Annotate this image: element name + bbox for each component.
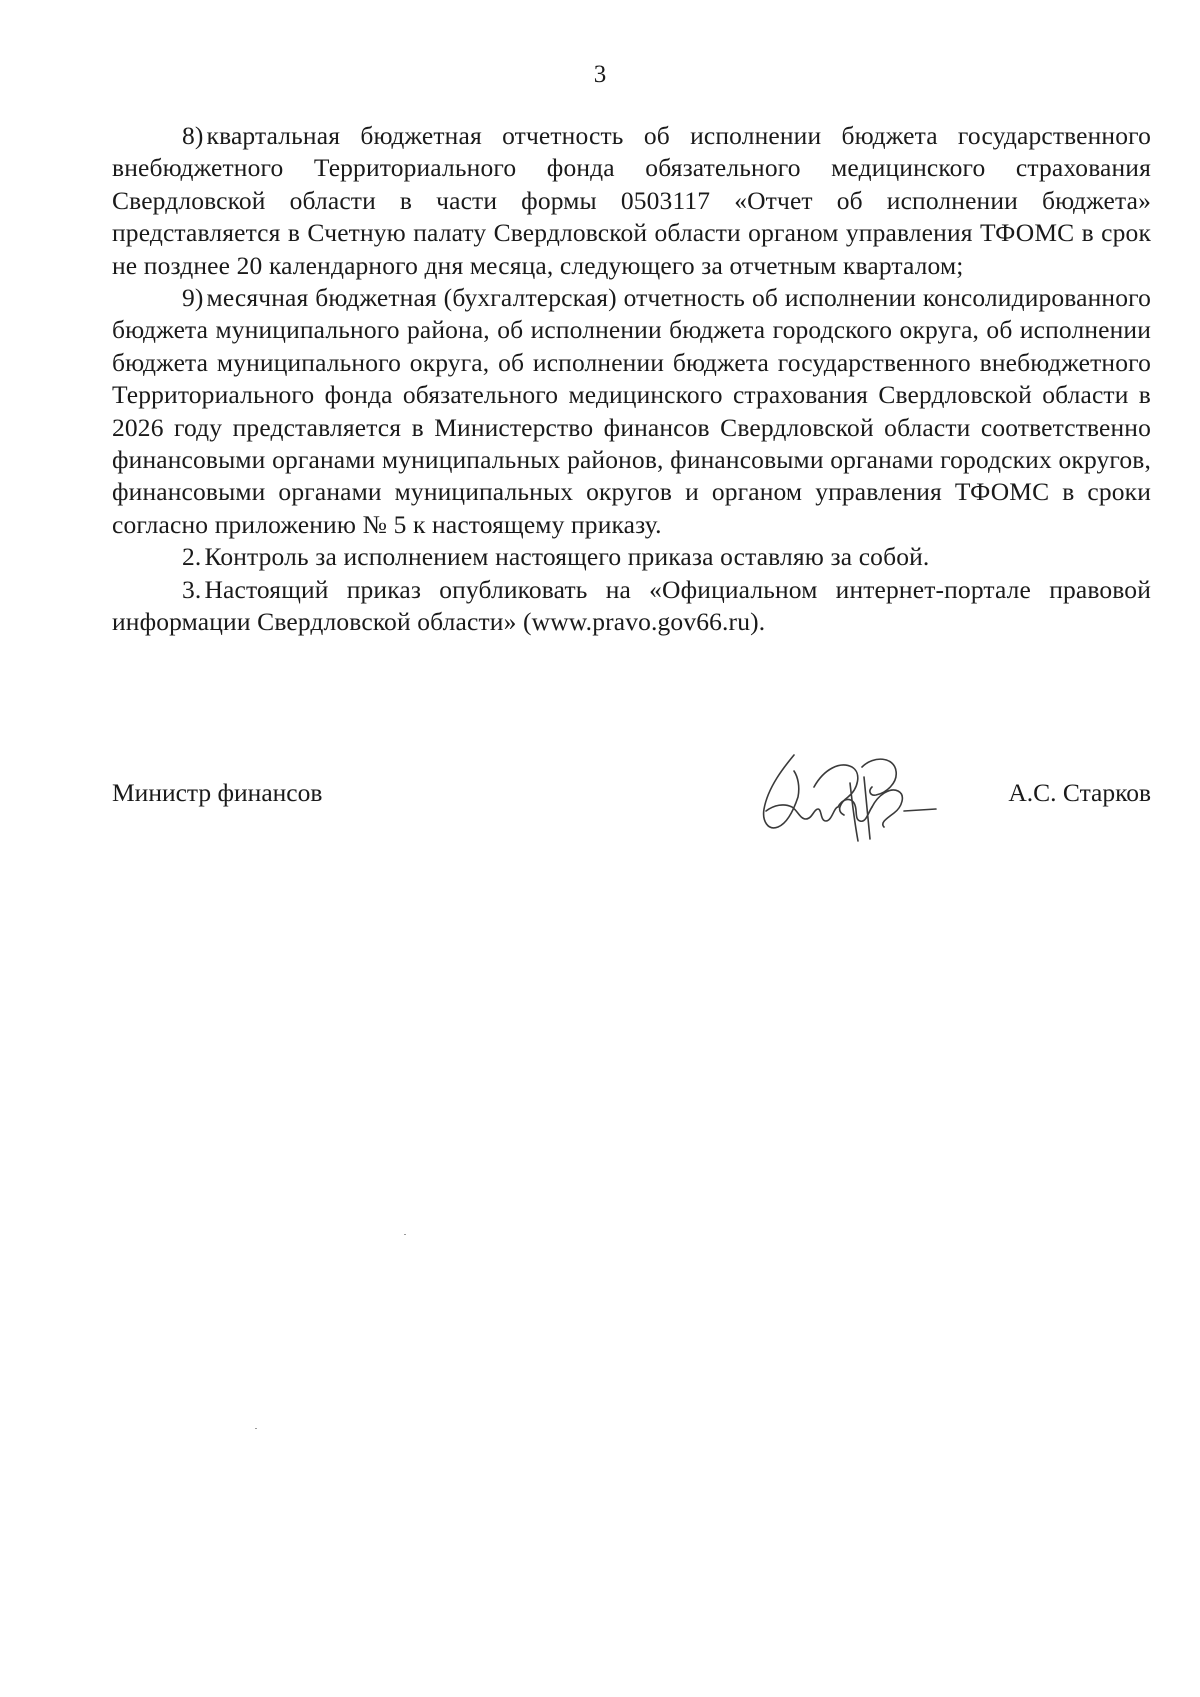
scan-speck <box>255 1428 257 1429</box>
signature-block <box>112 747 1151 867</box>
paragraph-clause-2 <box>112 541 1151 573</box>
item-text: квартальная бюджетная отчетность об исполнении бюджета государственного внебюджетного Территориального фонда обязательного медицинского страхования Свердловской области в части формы 0503117 «Отчет об исполнении бюджета» представляется в Счетную палату Свердловской области органом управления ТФОМС в срок не позднее 20 календарного дня месяца, следующего за отчетным кварталом; <box>112 121 1151 280</box>
clause-number: 2. <box>182 542 202 572</box>
item-number: 8) <box>182 121 204 150</box>
signatory-name: А.С. Старков <box>1008 778 1151 807</box>
signatory-position: Министр финансов <box>112 778 323 807</box>
page-number: 3 <box>593 61 607 88</box>
paragraph-clause-3 <box>112 574 1151 639</box>
document-body <box>112 120 1151 639</box>
item-number: 9) <box>182 283 204 313</box>
scan-speck <box>404 1234 406 1235</box>
clause-number: 3. <box>182 574 202 604</box>
clause-text: Настоящий приказ опубликовать на «Официальном интернет-портале правовой информации Свердловской области» (www.pravo.gov66.ru). <box>112 574 1151 637</box>
paragraph-item-9 <box>112 282 1151 541</box>
paragraph-item-8 <box>112 120 1151 282</box>
item-text: месячная бюджетная (бухгалтерская) отчетность об исполнении консолидированного бюджета муниципального района, об исполнении бюджета городского округа, об исполнении бюджета муниципального округа, об исполнении бюджета государственного внебюджетного Территориального фонда обязательного медицинского страхования Свердловской области в 2026 году представляется в Министерство финансов Свердловской области соответственно финансовыми органами муниципальных районов, финансовыми органами городских округов, финансовыми органами муниципальных округов и органом управления ТФОМС в сроки согласно приложению № 5 к настоящему приказу. <box>112 283 1151 539</box>
handwritten-signature <box>754 747 942 847</box>
clause-text: Контроль за исполнением настоящего приказа оставляю за собой. <box>204 542 930 572</box>
